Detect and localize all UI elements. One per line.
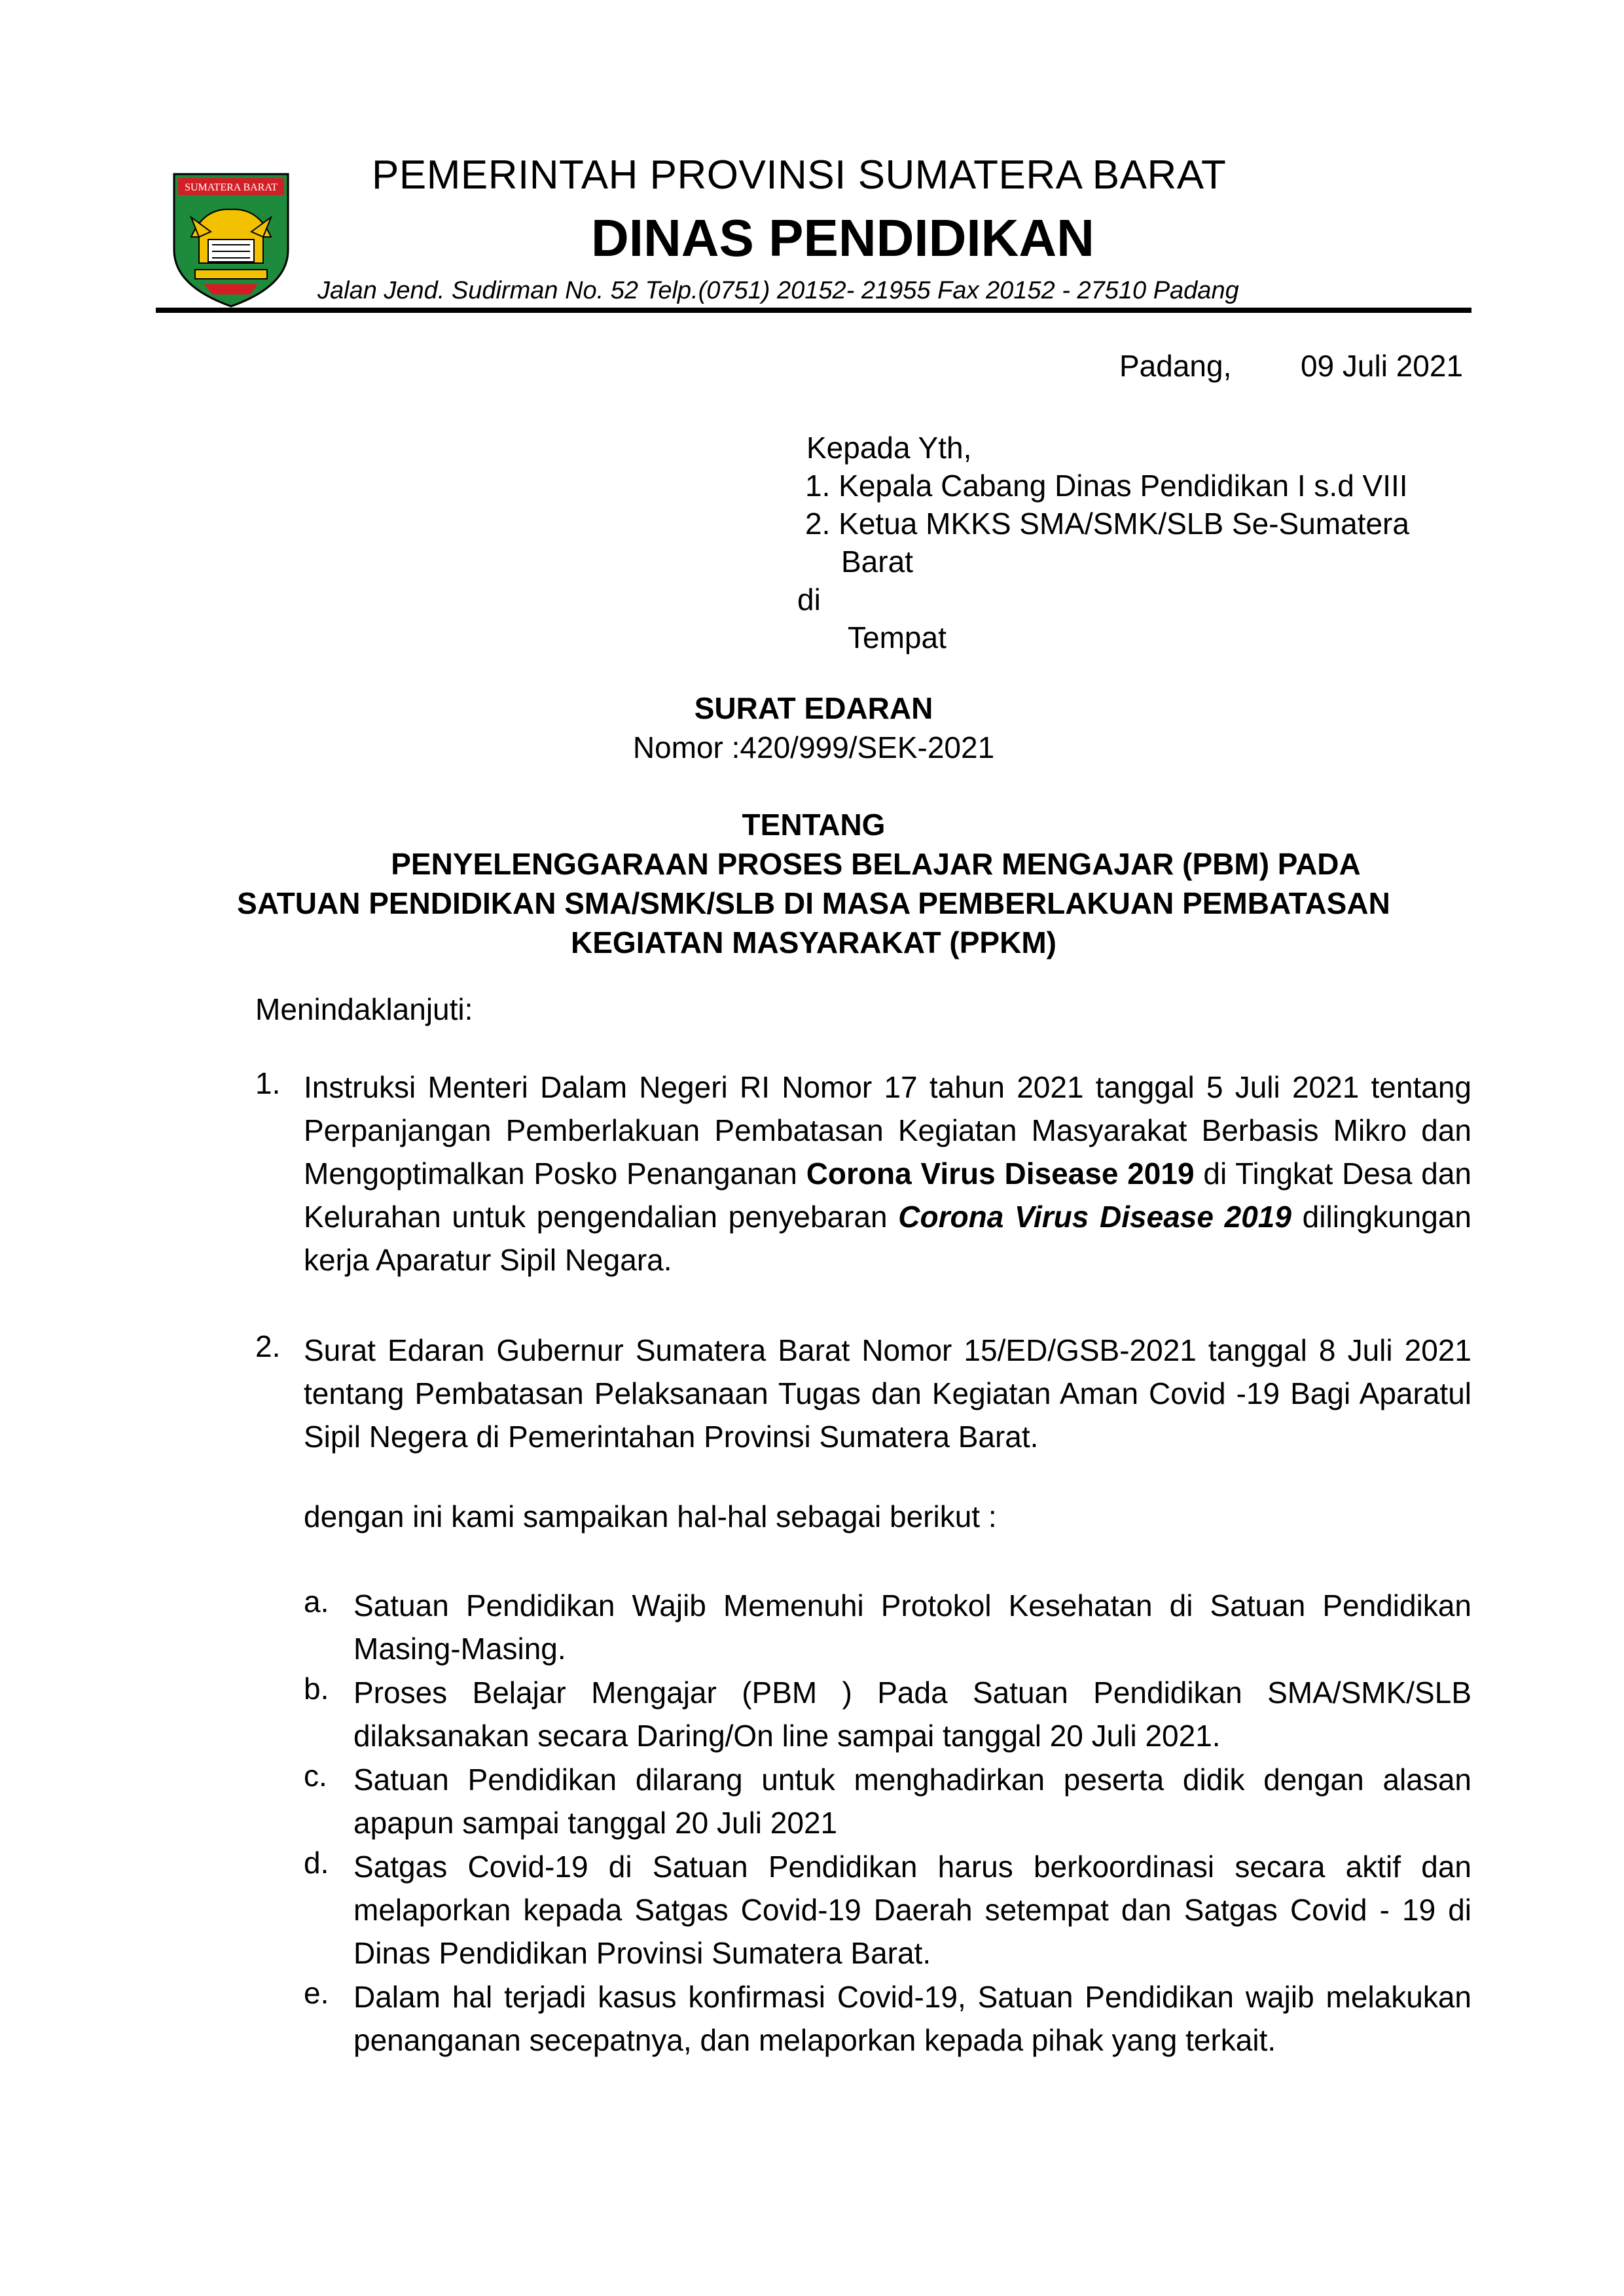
point-item-b: Proses Belajar Mengajar (PBM ) Pada Satuan Pendidikan SMA/SMK/SLB dilaksanakan secara Daring/On line sampai tanggal 20 Juli 2021. — [353, 1676, 1471, 1753]
letter-date — [1119, 348, 1463, 384]
subject-line-2: SATUAN PENDIDIKAN SMA/SMK/SLB DI MASA PEMBERLAKUAN PEMBATASAN — [237, 886, 1390, 920]
reference-number-2: 2. — [255, 1329, 281, 1363]
recipient-line-1: 1. Kepala Cabang Dinas Pendidikan I s.d VIII — [805, 469, 1408, 503]
province-emblem-logo — [171, 171, 291, 309]
recipient-salutation: Kepada Yth, — [806, 431, 972, 465]
date-value: 09 Juli 2021 — [1300, 349, 1464, 383]
document-number: Nomor :420/999/SEK-2021 — [632, 730, 995, 764]
recipient-di: di — [797, 583, 821, 617]
reference-1-text-a: Instruksi Menteri Dalam Negeri RI Nomor 17 tahun 2021 tanggal 5 Juli 2021 tentang Perpanjangan Pemberlakuan Pembatasan Kegiatan Masyarakat Berbasis Mikro dan Mengoptimalkan Posko Penanganan — [304, 1070, 1471, 1191]
subject-line-3: KEGIATAN MASYARAKAT (PPKM) — [571, 925, 1056, 960]
recipient-tempat: Tempat — [848, 620, 947, 655]
point-letter-b: b. — [304, 1672, 329, 1706]
subject-tentang: TENTANG — [742, 808, 886, 842]
point-item-c: Satuan Pendidikan dilarang untuk menghadirkan peserta didik dengan alasan apapun sampai tanggal 20 Juli 2021 — [353, 1763, 1471, 1840]
document-subject — [156, 805, 1471, 962]
recipient-line-2a: 2. Ketua MKKS SMA/SMK/SLB Se-Sumatera — [805, 507, 1409, 541]
department-name: DINAS PENDIDIKAN — [591, 209, 1094, 267]
point-letter-d: d. — [304, 1846, 329, 1880]
intro-text: Menindaklanjuti: — [255, 992, 473, 1026]
logo-text: SUMATERA BARAT — [185, 182, 278, 193]
reference-item-1 — [304, 1066, 1471, 1282]
point-item-a: Satuan Pendidikan Wajib Memenuhi Protokol Kesehatan di Satuan Pendidikan Masing-Masing. — [353, 1588, 1471, 1666]
point-letter-e: e. — [304, 1976, 329, 2010]
recipient-line-2b: Barat — [841, 545, 913, 579]
reference-number-1: 1. — [255, 1066, 281, 1100]
point-item-d: Satgas Covid-19 di Satuan Pendidikan harus berkoordinasi secara aktif dan melaporkan kepada Satgas Covid-19 Daerah setempat dan Satgas Covid - 19 di Dinas Pendidikan Provinsi Sumatera Barat. — [353, 1850, 1471, 1970]
subject-line-1: PENYELENGGARAAN PROSES BELAJAR MENGAJAR (PBM) PADA — [391, 847, 1361, 881]
transition-text: dengan ini kami sampaikan hal-hal sebagai berikut : — [304, 1499, 997, 1534]
reference-1-text-c: dilingkungan kerja Aparatur Sipil Negara. — [304, 1200, 1472, 1277]
reference-1-bolditalic-b: Corona Virus Disease 2019 — [898, 1200, 1291, 1234]
letterhead-address: Jalan Jend. Sudirman No. 52 Telp.(0751) 20152- 21955 Fax 20152 - 27510 Padang — [317, 277, 1239, 304]
date-place: Padang, — [1119, 349, 1232, 383]
reference-1-text-b: di Tingkat Desa dan Kelurahan untuk pengendalian penyebaran — [304, 1157, 1471, 1234]
reference-item-2: Surat Edaran Gubernur Sumatera Barat Nomor 15/ED/GSB-2021 tanggal 8 Juli 2021 tentang Pembatasan Pelaksanaan Tugas dan Kegiatan Aman Covid -19 Bagi Aparatul Sipil Negera di Pemerintahan Provinsi Sumatera Barat. — [304, 1333, 1471, 1454]
government-name: PEMERINTAH PROVINSI SUMATERA BARAT — [372, 152, 1227, 198]
recipient-block — [797, 429, 1409, 656]
point-letter-c: c. — [304, 1759, 327, 1793]
point-item-e: Dalam hal terjadi kasus konfirmasi Covid-19, Satuan Pendidikan wajib melakukan penanganan secepatnya, dan melaporkan kepada pihak yang terkait. — [353, 1980, 1471, 2057]
reference-1-bold-a: Corona Virus Disease 2019 — [806, 1157, 1195, 1191]
point-letter-a: a. — [304, 1585, 329, 1619]
letterhead-rule — [156, 308, 1471, 313]
document-heading: SURAT EDARAN — [694, 691, 933, 725]
